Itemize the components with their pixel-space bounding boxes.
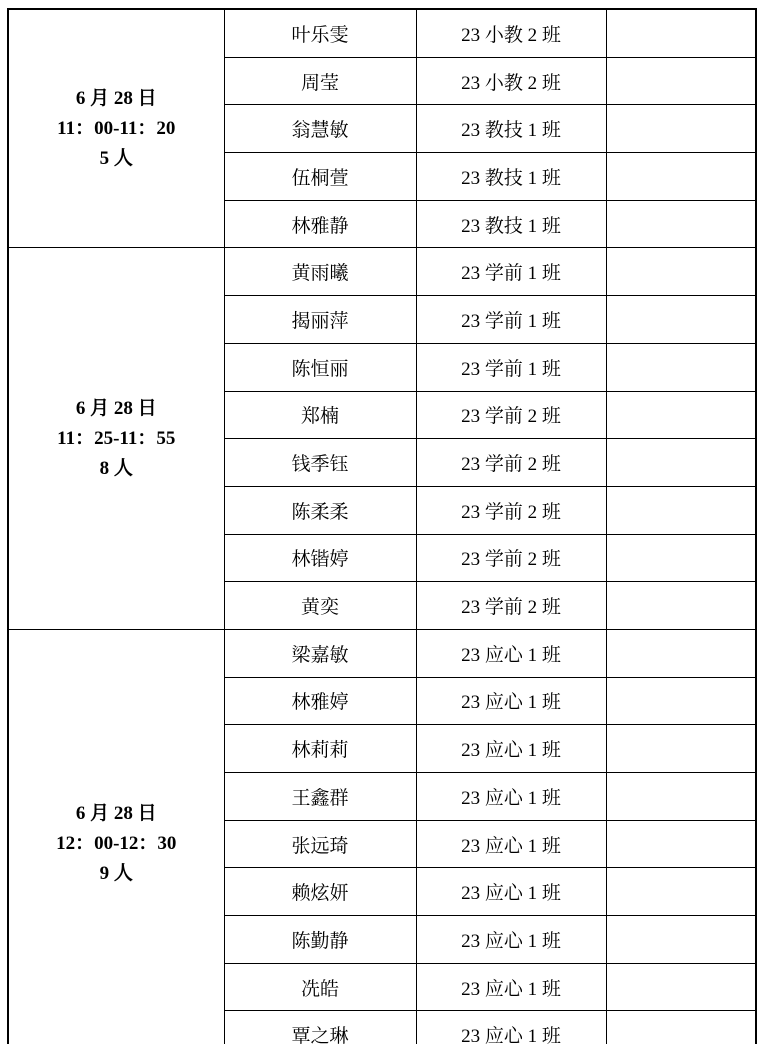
note-cell (606, 868, 756, 916)
student-name-cell: 黄奕 (224, 582, 416, 630)
student-class-cell: 23 学前 2 班 (416, 391, 606, 439)
student-class-cell: 23 应心 1 班 (416, 820, 606, 868)
student-class-cell: 23 学前 2 班 (416, 582, 606, 630)
student-class-cell: 23 学前 2 班 (416, 486, 606, 534)
student-class-cell: 23 学前 2 班 (416, 439, 606, 487)
note-cell (606, 248, 756, 296)
student-class-cell: 23 应心 1 班 (416, 677, 606, 725)
timeslot-count: 8 人 (99, 457, 133, 479)
student-name-cell: 赖炫妍 (224, 868, 416, 916)
student-name-cell: 周莹 (224, 57, 416, 105)
timeslot-date: 6 月 28 日 (75, 87, 157, 109)
timeslot-time: 12：00-12：30 (56, 833, 177, 855)
student-class-cell: 23 学前 1 班 (416, 296, 606, 344)
student-name-cell: 林雅静 (224, 200, 416, 248)
note-cell (606, 1011, 756, 1044)
timeslot-date: 6 月 28 日 (75, 397, 157, 419)
student-class-cell: 23 应心 1 班 (416, 868, 606, 916)
student-class-cell: 23 应心 1 班 (416, 773, 606, 821)
student-name-cell: 揭丽萍 (224, 296, 416, 344)
student-name-cell: 张远琦 (224, 820, 416, 868)
note-cell (606, 343, 756, 391)
note-cell (606, 439, 756, 487)
student-class-cell: 23 教技 1 班 (416, 153, 606, 201)
note-cell (606, 296, 756, 344)
table-row (8, 248, 756, 296)
student-name-cell: 叶乐雯 (224, 9, 416, 57)
student-class-cell: 23 应心 1 班 (416, 1011, 606, 1044)
student-name-cell: 黄雨曦 (224, 248, 416, 296)
timeslot-cell (8, 9, 224, 248)
student-class-cell: 23 应心 1 班 (416, 916, 606, 964)
note-cell (606, 582, 756, 630)
note-cell (606, 486, 756, 534)
student-name-cell: 陈恒丽 (224, 343, 416, 391)
note-cell (606, 534, 756, 582)
note-cell (606, 57, 756, 105)
note-cell (606, 725, 756, 773)
student-class-cell: 23 学前 2 班 (416, 534, 606, 582)
table-row (8, 9, 756, 57)
note-cell (606, 820, 756, 868)
schedule-table (7, 8, 757, 1044)
student-class-cell: 23 学前 1 班 (416, 248, 606, 296)
timeslot-time: 11：25-11：55 (57, 427, 176, 449)
note-cell (606, 105, 756, 153)
student-name-cell: 伍桐萱 (224, 153, 416, 201)
student-name-cell: 郑楠 (224, 391, 416, 439)
note-cell (606, 9, 756, 57)
student-name-cell: 林莉莉 (224, 725, 416, 773)
note-cell (606, 391, 756, 439)
student-class-cell: 23 小教 2 班 (416, 57, 606, 105)
student-class-cell: 23 教技 1 班 (416, 200, 606, 248)
timeslot-date: 6 月 28 日 (75, 803, 157, 825)
timeslot-time: 11：00-11：20 (57, 117, 176, 139)
student-name-cell: 冼皓 (224, 963, 416, 1011)
student-name-cell: 翁慧敏 (224, 105, 416, 153)
student-class-cell: 23 教技 1 班 (416, 105, 606, 153)
timeslot-count: 9 人 (99, 863, 133, 885)
note-cell (606, 963, 756, 1011)
student-name-cell: 林锴婷 (224, 534, 416, 582)
note-cell (606, 629, 756, 677)
student-name-cell: 陈柔柔 (224, 486, 416, 534)
student-class-cell: 23 应心 1 班 (416, 629, 606, 677)
student-name-cell: 钱季钰 (224, 439, 416, 487)
student-name-cell: 陈勤静 (224, 916, 416, 964)
timeslot-cell (8, 248, 224, 630)
note-cell (606, 773, 756, 821)
student-class-cell: 23 小教 2 班 (416, 9, 606, 57)
student-name-cell: 覃之琳 (224, 1011, 416, 1044)
table-row (8, 629, 756, 677)
note-cell (606, 200, 756, 248)
student-name-cell: 梁嘉敏 (224, 629, 416, 677)
student-class-cell: 23 学前 1 班 (416, 343, 606, 391)
student-name-cell: 林雅婷 (224, 677, 416, 725)
timeslot-count: 5 人 (99, 147, 133, 169)
note-cell (606, 916, 756, 964)
note-cell (606, 677, 756, 725)
student-class-cell: 23 应心 1 班 (416, 725, 606, 773)
student-class-cell: 23 应心 1 班 (416, 963, 606, 1011)
note-cell (606, 153, 756, 201)
student-name-cell: 王鑫群 (224, 773, 416, 821)
timeslot-cell (8, 629, 224, 1044)
